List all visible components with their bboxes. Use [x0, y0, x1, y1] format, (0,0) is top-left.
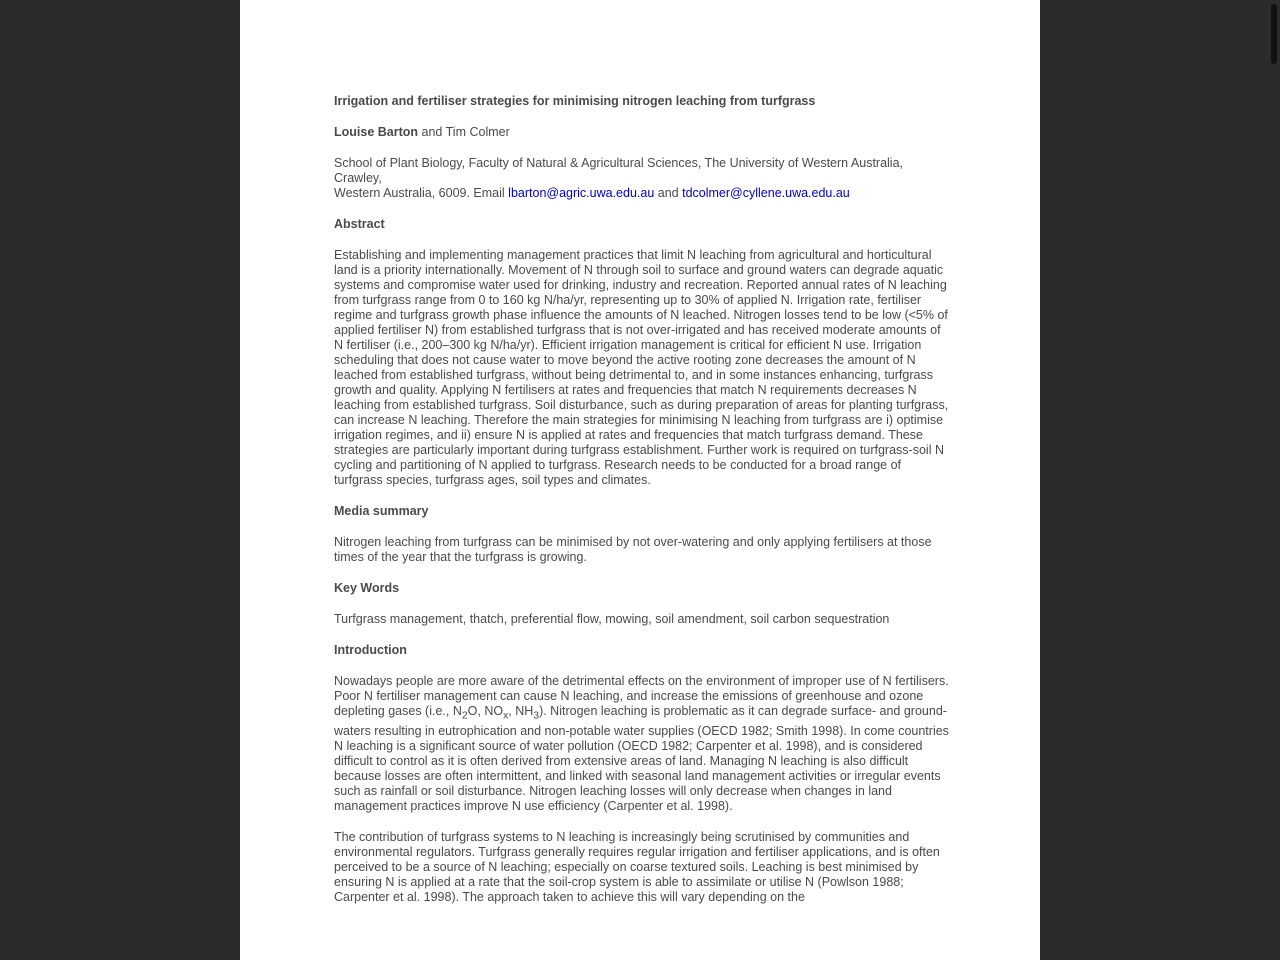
media-summary-text: Nitrogen leaching from turfgrass can be minimised by not over-watering and only applying fertilisers at those times of the year that the turfgrass is growing. [334, 535, 932, 564]
affiliation-line1: School of Plant Biology, Faculty of Natural & Agricultural Sciences, The University of Western Australia, Crawley, [334, 156, 904, 185]
introduction-paragraph-2: The contribution of turfgrass systems to N leaching is increasingly being scrutinised by communities and environmental regulators. Turfgrass generally requires regular irrigation and fertiliser applications, and is often perceived to be a source of N leaching; especially on coarse textured soils. Leaching is best minimised by ensuring N is applied at a rate that the soil-crop system is able to assimilate or utilise N (Powlson 1988; Carpenter et al. 1998). The approach taken to achieve this will vary depending on the [334, 829, 940, 904]
author-secondary: Tim Colmer [445, 125, 510, 139]
paper-title: Irrigation and fertiliser strategies for minimising nitrogen leaching from turfgrass [334, 94, 816, 108]
intro-sub-1: 2 [461, 710, 468, 722]
vertical-scrollbar[interactable] [1268, 0, 1280, 960]
scrollbar-thumb[interactable] [1271, 4, 1277, 64]
intro-sub-2: x [503, 710, 509, 722]
intro-sub-3: 3 [533, 710, 540, 722]
intro-text-c: , NH [508, 704, 534, 718]
document-content [334, 94, 950, 905]
media-summary-heading: Media summary [334, 504, 429, 518]
keywords-heading: Key Words [334, 581, 400, 595]
author-line [334, 125, 950, 140]
intro-text-a: Nowadays people are more aware of the detrimental effects on the environment of improper use of N fertilisers. Poor N fertiliser management can cause N leaching, and increase the emissions of greenhouse and ozone depleting gases (i.e., N [334, 674, 949, 718]
email-connector: and [654, 186, 683, 200]
author-primary: Louise Barton [334, 125, 419, 139]
affiliation-line2: Western Australia, 6009. Email [334, 186, 509, 200]
affiliation [334, 156, 950, 201]
abstract-heading: Abstract [334, 217, 385, 231]
introduction-heading: Introduction [334, 643, 407, 657]
introduction-paragraph-1 [334, 674, 950, 814]
keywords-text: Turfgrass management, thatch, preferential flow, mowing, soil amendment, soil carbon sequestration [334, 612, 890, 626]
intro-text-d: ). Nitrogen leaching is problematic as it can degrade surface- and ground-waters resulting in eutrophication and non-potable water supplies (OECD 1982; Smith 1998). In come countries N leaching is a significant source of water pollution (OECD 1982; Carpenter et al. 1998), and is considered difficult to control as it is often derived from extensive areas of land. Managing N leaching is also difficult because losses are often intermittent, and linked with seasonal land management activities or irregular events such as rainfall or soil disturbance. Nitrogen leaching losses will only decrease when changes in land management practices improve N use efficiency (Carpenter et al. 1998). [334, 704, 949, 813]
email-link-colmer[interactable]: tdcolmer@cyllene.uwa.edu.au [682, 186, 850, 200]
author-connector: and [418, 125, 446, 139]
document-page [240, 0, 1040, 960]
intro-text-b: O, NO [467, 704, 504, 718]
email-link-barton[interactable]: lbarton@agric.uwa.edu.au [508, 186, 655, 200]
abstract-text: Establishing and implementing management practices that limit N leaching from agricultural and horticultural land is a priority internationally. Movement of N through soil to surface and ground waters can degrade aquatic systems and compromise water used for drinking, industry and recreation. Reported annual rates of N leaching from turfgrass range from 0 to 160 kg N/ha/yr, representing up to 30% of applied N. Irrigation rate, fertiliser regime and turfgrass growth phase influence the amounts of N leached. Nitrogen losses tend to be low (<5% of applied fertiliser N) from established turfgrass that is not over-irrigated and has received moderate amounts of N fertiliser (i.e., 200–300 kg N/ha/yr). Efficient irrigation management is critical for efficient N use. Irrigation scheduling that does not cause water to move beyond the active rooting zone decreases the amount of N leached from established turfgrass, without being detrimental to, and in some instances enhancing, turfgrass growth and quality. Applying N fertilisers at rates and frequencies that match N requirements decreases N leaching from established turfgrass. Soil disturbance, such as during preparation of areas for planting turfgrass, can increase N leaching. Therefore the main strategies for minimising N leaching from turfgrass are i) optimise irrigation regimes, and ii) ensure N is applied at rates and frequencies that match turfgrass demand. These strategies are particularly important during turfgrass establishment. Further work is required on turfgrass-soil N cycling and partitioning of N applied to turfgrass. Research needs to be conducted for a broad range of turfgrass species, turfgrass ages, soil types and climates. [334, 248, 949, 487]
